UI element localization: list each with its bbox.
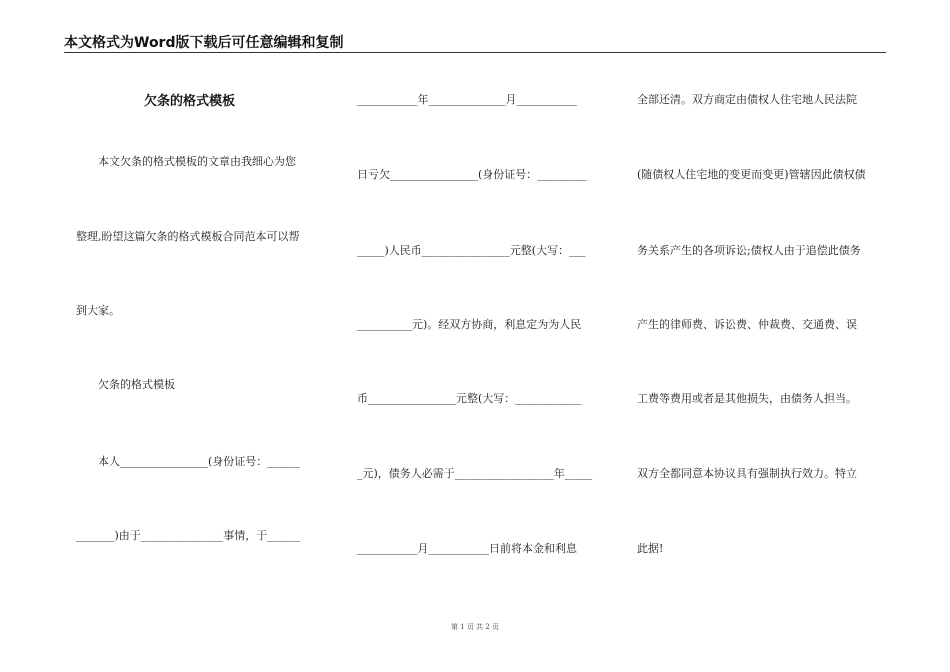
paragraph-line: _____)人民币________________元整(大写：___ (357, 244, 586, 257)
paragraph-line: 工费等费用或者是其他损失，由债务人担当。 (637, 392, 857, 405)
paragraph-line: 务关系产生的各项诉讼;债权人由于追偿此债务 (637, 244, 861, 257)
paragraph-line: 到大家。 (76, 304, 120, 317)
paragraph-line: ___________年______________月___________ (357, 93, 577, 106)
column-2 (357, 0, 607, 672)
column-3 (637, 0, 887, 672)
paragraph-line: 此据! (637, 542, 664, 555)
section-heading-line: 欠条的格式模板 (76, 378, 175, 391)
paragraph-line: 币________________元整(大写：____________ (357, 392, 582, 405)
paragraph-line: 整理,盼望这篇欠条的格式模板合同范本可以帮 (76, 230, 300, 243)
paragraph-line: (随债权人住宅地的变更而变更)管辖因此债权债 (637, 168, 866, 181)
paragraph-line: 日亏欠________________(身份证号：_________ (357, 168, 587, 181)
paragraph-line: 本人________________(身份证号：______ (76, 455, 301, 468)
paragraph-line: __________元)。经双方协商，利息定为为人民 (357, 318, 582, 331)
header-title: 本文格式为Word版下载后可任意编辑和复制 (64, 35, 344, 51)
paragraph-line: _______)由于_______________事情，于______ (76, 529, 301, 542)
paragraph-line: 双方全都同意本协议具有强制执行效力。特立 (637, 467, 857, 480)
column-1 (76, 0, 326, 672)
document-title: 欠条的格式模板 (144, 94, 236, 109)
paragraph-line: 全部还清。双方商定由债权人住宅地人民法院 (637, 93, 857, 106)
paragraph-line: _元)，债务人必需于__________________年_____ (357, 467, 593, 480)
paragraph-line: 本文欠条的格式模板的文章由我细心为您 (76, 155, 296, 168)
paragraph-line: 产生的律师费、诉讼费、仲裁费、交通费、误 (637, 318, 857, 331)
page-number: 第 1 页 共 2 页 (450, 623, 500, 631)
paragraph-line: ___________月___________日前将本金和利息 (357, 542, 577, 555)
